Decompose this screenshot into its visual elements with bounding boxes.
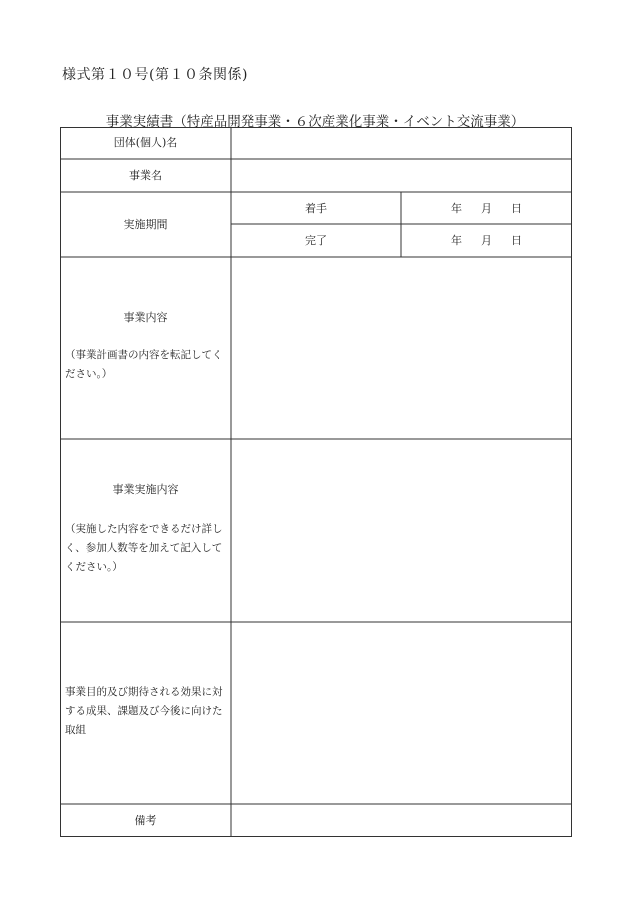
project-name-label: 事業名 <box>129 169 162 182</box>
report-form-table <box>60 127 572 837</box>
implementation-note: （実施した内容をできるだけ詳しく、参加人数等を加えて記入してください。） <box>65 523 223 573</box>
start-year-label: 年 <box>451 202 462 215</box>
implementation-label: 事業実施内容 <box>112 483 179 496</box>
end-year-label: 年 <box>451 234 462 247</box>
end-month-label: 月 <box>481 234 492 247</box>
results-field[interactable] <box>232 623 571 804</box>
content-label: 事業内容 <box>123 311 168 324</box>
group-name-label: 団体(個人)名 <box>113 136 178 149</box>
start-month-label: 月 <box>481 202 492 215</box>
start-day-label: 日 <box>511 202 522 215</box>
group-name-field[interactable] <box>232 128 571 159</box>
remarks-label: 備考 <box>134 814 157 827</box>
start-label: 着手 <box>305 202 327 215</box>
end-label: 完了 <box>305 234 327 247</box>
results-label: 事業目的及び期待される効果に対する成果、課題及び今後に向けた取組 <box>65 686 223 736</box>
implementation-field[interactable] <box>232 440 571 622</box>
content-field[interactable] <box>232 258 571 439</box>
remarks-field[interactable] <box>232 805 571 836</box>
document-title: 事業実績書（特産品開発事業・６次産業化事業・イベント交流事業） <box>105 114 525 130</box>
content-note: （事業計画書の内容を転記してください。） <box>65 349 223 380</box>
period-label: 実施期間 <box>123 218 168 231</box>
end-day-label: 日 <box>511 234 522 247</box>
form-number: 様式第１０号(第１０条関係) <box>62 67 248 83</box>
project-name-field[interactable] <box>232 160 571 192</box>
